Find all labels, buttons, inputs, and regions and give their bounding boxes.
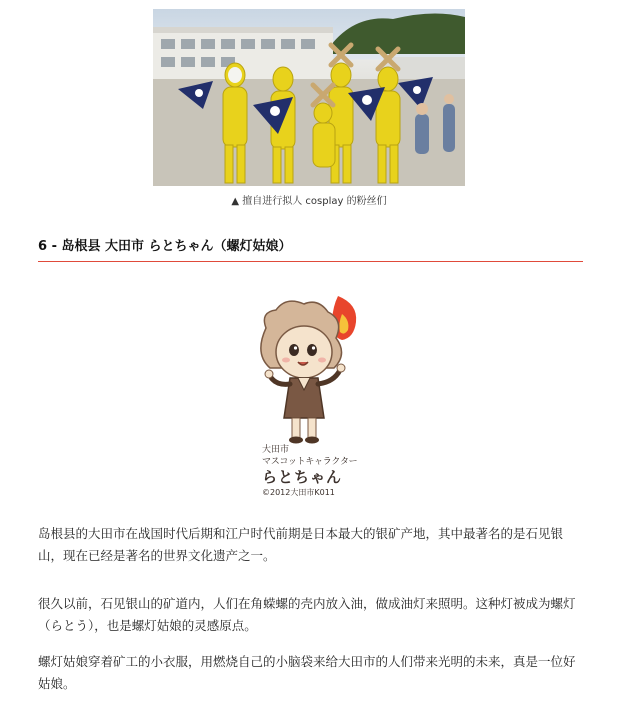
mascot-subtitle: マスコットキャラクター — [262, 457, 358, 467]
body-paragraph-3: 螺灯姑娘穿着矿工的小衣服，用燃烧自己的小脑袋来给大田市的人们带来光明的未来，真是一位好姑娘。 — [38, 654, 576, 691]
cosplay-photo — [153, 9, 465, 186]
mascot-city: 大田市 — [262, 445, 290, 455]
mascot-name: らとちゃん — [262, 468, 343, 486]
body-paragraph-2: 很久以前，石见银山的矿道内，人们在角蝾螺的壳内放入油，做成油灯来照明。这种灯被成为螺灯（らとう），也是螺灯姑娘的灵感原点。 — [38, 596, 576, 633]
mascot-label — [262, 445, 402, 498]
body-paragraph-1: 岛根县的大田市在战国时代后期和江户时代前期是日本最大的银矿产地，其中最著名的是石见银山，现在已经是著名的世界文化遗产之一。 — [38, 526, 564, 563]
cosplay-photo-illustration — [153, 9, 465, 186]
mascot-copyright: ©2012大田市K011 — [262, 488, 335, 497]
ratochan-mascot-image — [246, 290, 376, 450]
photo-caption: ▲ 擅自进行拟人 cosplay 的粉丝们 — [231, 196, 387, 207]
section-heading: 6 - 岛根县 大田市 らとちゃん（螺灯姑娘） — [38, 235, 583, 262]
